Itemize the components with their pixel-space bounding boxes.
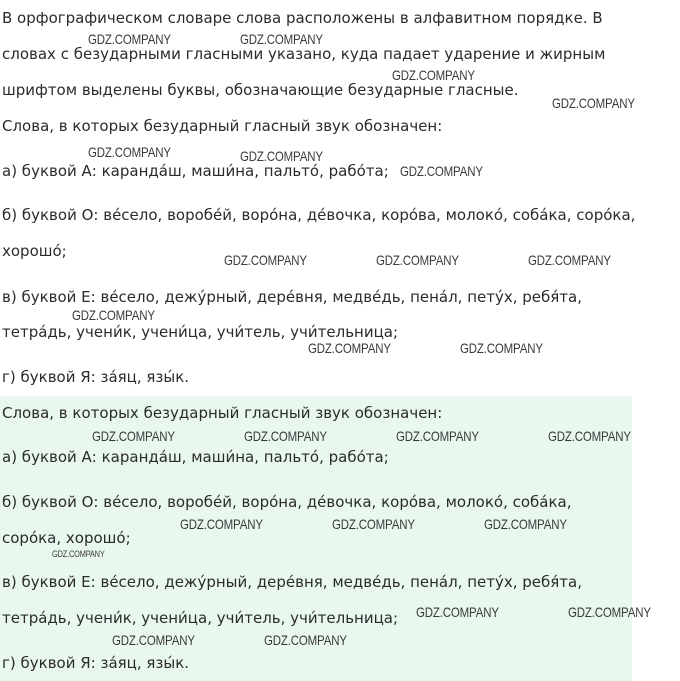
item-words: ве́село, дежу́рный, дере́вня, медве́дь, пена́л, пету́х, ребя́та,: [100, 288, 583, 306]
item-prefix: б) буквой О:: [2, 493, 104, 511]
item-words: ве́село, воробе́й, воро́на, де́вочка, коро́ва, молоко́, соба́ка, соро́ка,: [103, 206, 636, 224]
item-words: за́яц, язы́к.: [100, 368, 190, 386]
watermark: GDZ.COMPANY: [264, 632, 347, 648]
answer1-item-b-continued: хорошо́;: [2, 242, 67, 260]
item-words: за́яц, язы́к.: [100, 654, 190, 672]
watermark: GDZ.COMPANY: [240, 148, 323, 164]
watermark: GDZ.COMPANY: [400, 163, 483, 179]
item-prefix: г) буквой Я:: [2, 654, 101, 672]
answer2-heading: Слова, в которых безударный гласный звук обозначен:: [2, 404, 443, 422]
answer1-item-d: [2, 367, 189, 387]
watermark: GDZ.COMPANY: [552, 95, 635, 111]
watermark: GDZ.COMPANY: [240, 31, 323, 47]
answer1-item-a: [2, 161, 389, 181]
item-prefix: а) буквой А:: [2, 162, 102, 180]
answer2-item-d: [2, 653, 189, 673]
answer1-item-c-continued: тетра́дь, учени́к, учени́ца, учи́тель, учи́тельница;: [2, 323, 399, 341]
answer1-heading: Слова, в которых безударный гласный звук обозначен:: [2, 117, 443, 135]
watermark: GDZ.COMPANY: [548, 428, 631, 444]
answer2-item-c-continued: тетра́дь, учени́к, учени́ца, учи́тель, учи́тельница;: [2, 609, 399, 627]
watermark: GDZ.COMPANY: [180, 516, 263, 532]
watermark: GDZ.COMPANY: [308, 340, 391, 356]
watermark: GDZ.COMPANY: [88, 31, 171, 47]
item-prefix: а) буквой А:: [2, 448, 102, 466]
item-prefix: в) буквой Е:: [2, 288, 101, 306]
item-prefix: г) буквой Я:: [2, 368, 101, 386]
item-prefix: в) буквой Е:: [2, 573, 101, 591]
intro-line-2: словах с безударными гласными указано, куда падает ударение и жирным: [2, 45, 606, 63]
item-words: каранда́ш, маши́на, пальто́, рабо́та;: [101, 162, 389, 180]
watermark: GDZ.COMPANY: [376, 252, 459, 268]
watermark: GDZ.COMPANY: [396, 428, 479, 444]
watermark: GDZ.COMPANY: [72, 307, 155, 323]
item-words: ве́село, воробе́й, воро́на, де́вочка, коро́ва, молоко́, соба́ка,: [103, 493, 572, 511]
watermark: GDZ.COMPANY: [392, 67, 475, 83]
answer1-item-c: [2, 287, 582, 307]
watermark: GDZ.COMPANY: [460, 340, 543, 356]
item-prefix: б) буквой О:: [2, 206, 104, 224]
watermark: GDZ.COMPANY: [332, 516, 415, 532]
watermark: GDZ.COMPANY: [92, 428, 175, 444]
intro-line-1: В орфографическом словаре слова расположены в алфавитном порядке. В: [2, 9, 603, 27]
watermark: GDZ.COMPANY: [224, 252, 307, 268]
watermark: GDZ.COMPANY: [568, 604, 651, 620]
intro-line-3: шрифтом выделены буквы, обозначающие безударные гласные.: [2, 81, 519, 99]
answer1-item-b: [2, 205, 635, 225]
watermark: GDZ.COMPANY: [88, 144, 171, 160]
watermark: GDZ.COMPANY: [528, 252, 611, 268]
watermark: GDZ.COMPANY: [484, 516, 567, 532]
item-words: каранда́ш, маши́на, пальто́, рабо́та;: [101, 448, 389, 466]
watermark: GDZ.COMPANY: [52, 549, 105, 559]
item-words: ве́село, дежу́рный, дере́вня, медве́дь, пена́л, пету́х, ребя́та,: [100, 573, 583, 591]
watermark: GDZ.COMPANY: [244, 428, 327, 444]
answer2-item-b: [2, 492, 572, 512]
watermark: GDZ.COMPANY: [112, 632, 195, 648]
answer2-item-b-continued: соро́ка, хорошо́;: [2, 529, 131, 547]
answer2-item-c: [2, 572, 582, 592]
answer2-item-a: [2, 447, 389, 467]
watermark: GDZ.COMPANY: [416, 604, 499, 620]
